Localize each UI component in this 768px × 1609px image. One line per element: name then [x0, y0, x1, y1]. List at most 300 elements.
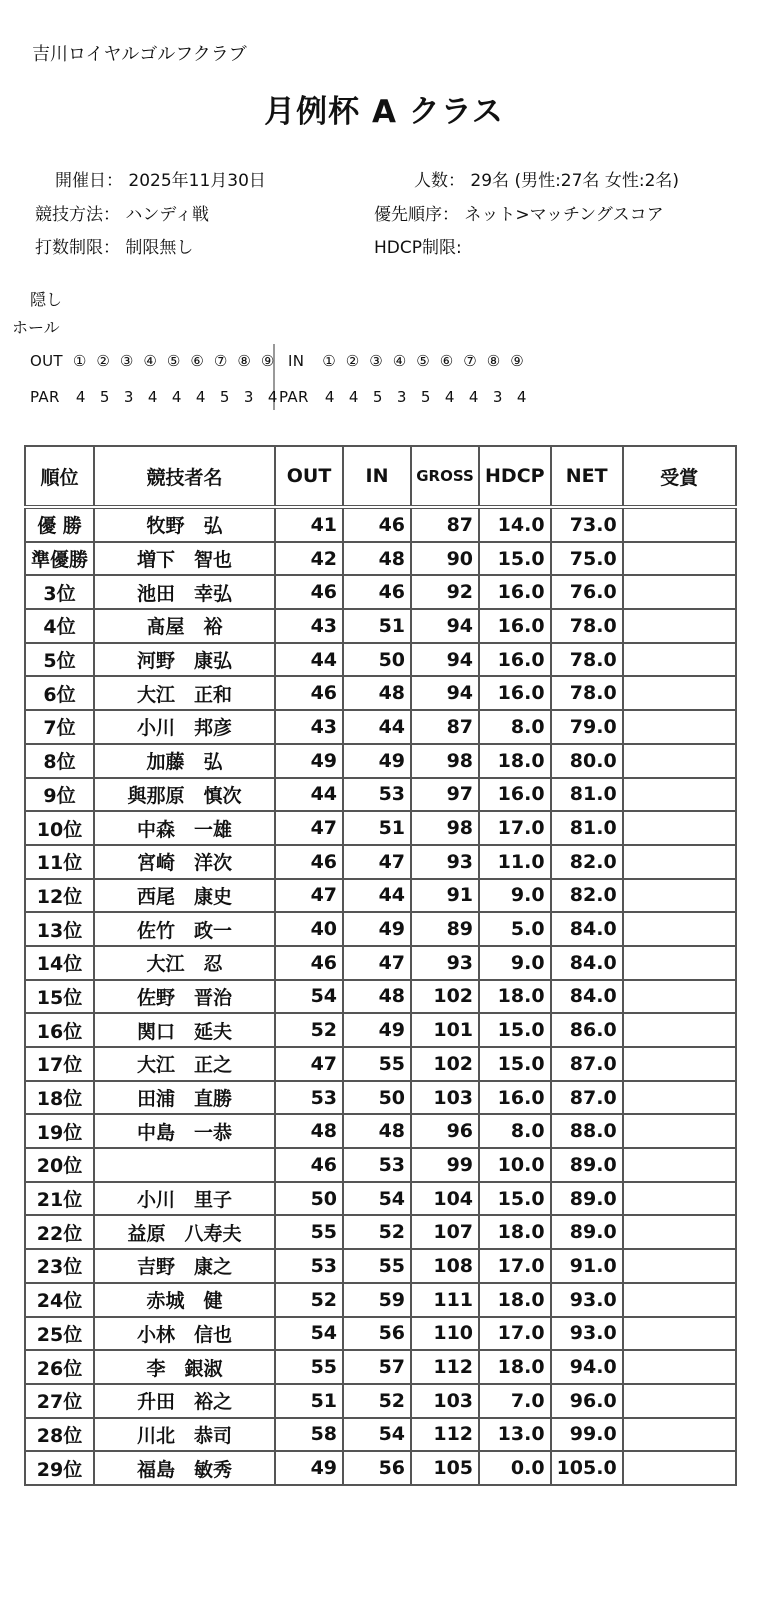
out-holes	[30, 343, 275, 379]
name-cell: 與那原 慎次	[94, 778, 275, 812]
net-cell: 87.0	[551, 1047, 623, 1081]
table-row	[25, 744, 736, 778]
rank-cell: 22位	[25, 1215, 94, 1249]
rank-cell: 16位	[25, 1013, 94, 1047]
limit-label: 打数制限：	[35, 238, 120, 258]
gross-cell: 107	[411, 1215, 479, 1249]
out-par-list	[69, 388, 285, 406]
hdcp-cell: 15.0	[479, 1013, 551, 1047]
gross-cell: 93	[411, 946, 479, 980]
info-priority	[374, 200, 664, 225]
award-cell	[623, 1047, 736, 1081]
rank-cell: 27位	[25, 1384, 94, 1418]
in-cell: 46	[343, 507, 411, 542]
hole-item: ③	[369, 352, 383, 370]
hole-item: ①	[322, 352, 336, 370]
rank-cell: 24位	[25, 1283, 94, 1317]
award-cell	[623, 609, 736, 643]
in-cell: 49	[343, 912, 411, 946]
out-par	[30, 379, 278, 415]
award-cell	[623, 676, 736, 710]
hdcp-cell: 15.0	[479, 542, 551, 576]
hdcp-cell: 15.0	[479, 1182, 551, 1216]
par-label-out: PAR	[30, 388, 60, 406]
hole-item: ⑨	[260, 352, 275, 370]
gross-cell: 93	[411, 845, 479, 879]
table-row	[25, 946, 736, 980]
table-row	[25, 1283, 736, 1317]
results-body	[25, 507, 736, 1485]
net-cell: 78.0	[551, 609, 623, 643]
rank-cell: 6位	[25, 676, 94, 710]
name-cell	[94, 1148, 275, 1182]
hdcp-cell: 0.0	[479, 1451, 551, 1485]
name-cell: 池田 幸弘	[94, 575, 275, 609]
out-cell: 46	[275, 575, 343, 609]
rank-cell: 4位	[25, 609, 94, 643]
hdcp-cell: 16.0	[479, 575, 551, 609]
in-cell: 55	[343, 1047, 411, 1081]
hole-item: ⑥	[439, 352, 454, 370]
table-row	[25, 1013, 736, 1047]
header-out: OUT	[275, 446, 343, 507]
in-hole-list	[317, 352, 529, 370]
hdcp-cell: 14.0	[479, 507, 551, 542]
header-name: 競技者名	[94, 446, 275, 507]
net-cell: 75.0	[551, 542, 623, 576]
hole-item: ⑧	[486, 352, 501, 370]
hole-item: 4	[267, 388, 278, 406]
in-cell: 56	[343, 1451, 411, 1485]
table-row	[25, 575, 736, 609]
in-par	[279, 379, 534, 415]
hdcp-cell: 16.0	[479, 643, 551, 677]
hdcp-cell: 9.0	[479, 946, 551, 980]
rank-cell: 7位	[25, 710, 94, 744]
name-cell: 小川 里子	[94, 1182, 275, 1216]
in-cell: 56	[343, 1317, 411, 1351]
in-cell: 47	[343, 845, 411, 879]
gross-cell: 102	[411, 980, 479, 1014]
hdcp-cell: 16.0	[479, 609, 551, 643]
hole-item: 4	[195, 388, 206, 406]
gross-cell: 87	[411, 507, 479, 542]
table-row	[25, 1451, 736, 1485]
in-cell: 48	[343, 980, 411, 1014]
award-cell	[623, 710, 736, 744]
award-cell	[623, 643, 736, 677]
out-cell: 50	[275, 1182, 343, 1216]
name-cell: 中森 一雄	[94, 811, 275, 845]
out-cell: 46	[275, 845, 343, 879]
gross-cell: 91	[411, 879, 479, 913]
rank-cell: 29位	[25, 1451, 94, 1485]
out-cell: 44	[275, 778, 343, 812]
hidden-holes-label-2: ホール	[12, 318, 60, 337]
table-row	[25, 1384, 736, 1418]
name-cell: 増下 智也	[94, 542, 275, 576]
gross-cell: 98	[411, 811, 479, 845]
method-value: ハンディ戦	[125, 205, 210, 225]
out-cell: 55	[275, 1350, 343, 1384]
award-cell	[623, 507, 736, 542]
gross-cell: 97	[411, 778, 479, 812]
hole-item: 4	[516, 388, 527, 406]
hdcp-cell: 10.0	[479, 1148, 551, 1182]
net-cell: 79.0	[551, 710, 623, 744]
award-cell	[623, 1317, 736, 1351]
out-cell: 48	[275, 1114, 343, 1148]
rank-cell: 15位	[25, 980, 94, 1014]
out-cell: 42	[275, 542, 343, 576]
gross-cell: 94	[411, 609, 479, 643]
name-cell: 田浦 直勝	[94, 1081, 275, 1115]
gross-cell: 101	[411, 1013, 479, 1047]
table-row	[25, 1317, 736, 1351]
net-cell: 105.0	[551, 1451, 623, 1485]
rank-cell: 準優勝	[25, 542, 94, 576]
info-limit	[35, 233, 193, 258]
name-cell: 福島 敏秀	[94, 1451, 275, 1485]
out-cell: 55	[275, 1215, 343, 1249]
rank-cell: 8位	[25, 744, 94, 778]
award-cell	[623, 1249, 736, 1283]
name-cell: 河野 康弘	[94, 643, 275, 677]
gross-cell: 111	[411, 1283, 479, 1317]
hole-item: 3	[243, 388, 254, 406]
hdcp-cell: 15.0	[479, 1047, 551, 1081]
hdcp-cell: 18.0	[479, 744, 551, 778]
header-rank: 順位	[25, 446, 94, 507]
gross-cell: 103	[411, 1081, 479, 1115]
gross-cell: 96	[411, 1114, 479, 1148]
hole-item: 4	[444, 388, 455, 406]
in-cell: 44	[343, 710, 411, 744]
in-cell: 50	[343, 1081, 411, 1115]
hole-item: ②	[345, 352, 360, 370]
info-date	[55, 166, 266, 191]
net-cell: 84.0	[551, 980, 623, 1014]
rank-cell: 19位	[25, 1114, 94, 1148]
hole-item: 4	[75, 388, 86, 406]
in-cell: 54	[343, 1182, 411, 1216]
count-label: 人数：	[414, 171, 465, 191]
in-cell: 59	[343, 1283, 411, 1317]
hdcp-cell: 18.0	[479, 1350, 551, 1384]
out-cell: 46	[275, 1148, 343, 1182]
out-cell: 40	[275, 912, 343, 946]
table-row	[25, 912, 736, 946]
out-cell: 44	[275, 643, 343, 677]
in-cell: 46	[343, 575, 411, 609]
hole-item: 4	[348, 388, 359, 406]
award-cell	[623, 542, 736, 576]
hole-item: ⑤	[166, 352, 181, 370]
out-cell: 46	[275, 946, 343, 980]
name-cell: 川北 恭司	[94, 1418, 275, 1452]
rank-cell: 25位	[25, 1317, 94, 1351]
name-cell: 牧野 弘	[94, 507, 275, 542]
hole-item: 5	[420, 388, 431, 406]
out-label: OUT	[30, 352, 63, 370]
hdcp-cell: 7.0	[479, 1384, 551, 1418]
name-cell: 李 銀淑	[94, 1350, 275, 1384]
rank-cell: 12位	[25, 879, 94, 913]
in-cell: 49	[343, 744, 411, 778]
hdcp-cell: 18.0	[479, 980, 551, 1014]
hole-item: ⑤	[416, 352, 430, 370]
info-method	[35, 200, 209, 225]
out-cell: 47	[275, 879, 343, 913]
award-cell	[623, 778, 736, 812]
count-value: 29名 (男性:27名 女性:2名)	[470, 171, 680, 191]
net-cell: 88.0	[551, 1114, 623, 1148]
hdcp-cell: 5.0	[479, 912, 551, 946]
award-cell	[623, 946, 736, 980]
rank-cell: 10位	[25, 811, 94, 845]
limit-value: 制限無し	[125, 238, 194, 258]
hole-item: 5	[372, 388, 383, 406]
award-cell	[623, 1182, 736, 1216]
out-cell: 54	[275, 980, 343, 1014]
award-cell	[623, 1215, 736, 1249]
gross-cell: 105	[411, 1451, 479, 1485]
table-row	[25, 1081, 736, 1115]
net-cell: 94.0	[551, 1350, 623, 1384]
name-cell: 大江 正之	[94, 1047, 275, 1081]
hdcp-cell: 18.0	[479, 1283, 551, 1317]
rank-cell: 3位	[25, 575, 94, 609]
award-cell	[623, 1114, 736, 1148]
award-cell	[623, 912, 736, 946]
award-cell	[623, 1081, 736, 1115]
hole-item: ②	[96, 352, 111, 370]
net-cell: 91.0	[551, 1249, 623, 1283]
table-row	[25, 609, 736, 643]
table-header-row	[25, 446, 736, 507]
award-cell	[623, 879, 736, 913]
header-gross: GROSS	[411, 446, 479, 507]
out-cell: 49	[275, 744, 343, 778]
net-cell: 93.0	[551, 1283, 623, 1317]
priority-value: ネット>マッチングスコア	[464, 205, 664, 225]
name-cell: 小林 信也	[94, 1317, 275, 1351]
gross-cell: 90	[411, 542, 479, 576]
hdcp-cell: 8.0	[479, 1114, 551, 1148]
hole-item: 5	[99, 388, 110, 406]
hdcp-cell: 16.0	[479, 1081, 551, 1115]
in-cell: 44	[343, 879, 411, 913]
name-cell: 中島 一恭	[94, 1114, 275, 1148]
info-hdcp-limit	[374, 233, 462, 258]
gross-cell: 94	[411, 676, 479, 710]
gross-cell: 112	[411, 1418, 479, 1452]
out-cell: 43	[275, 609, 343, 643]
out-cell: 54	[275, 1317, 343, 1351]
page-title: 月例杯 A クラス	[264, 94, 504, 130]
hole-item: ⑧	[237, 352, 252, 370]
name-cell: 赤城 健	[94, 1283, 275, 1317]
gross-cell: 104	[411, 1182, 479, 1216]
in-cell: 51	[343, 609, 411, 643]
hole-item: ③	[119, 352, 134, 370]
rank-cell: 20位	[25, 1148, 94, 1182]
hole-item: ④	[392, 352, 407, 370]
table-row	[25, 1114, 736, 1148]
date-label: 開催日：	[55, 171, 123, 191]
hole-item: ①	[72, 352, 87, 370]
gross-cell: 89	[411, 912, 479, 946]
hole-item: ④	[143, 352, 158, 370]
results-table	[24, 445, 737, 1486]
gross-cell: 98	[411, 744, 479, 778]
hdcp-cell: 17.0	[479, 1317, 551, 1351]
table-row	[25, 710, 736, 744]
hdcp-cell: 17.0	[479, 1249, 551, 1283]
table-row	[25, 811, 736, 845]
out-cell: 47	[275, 1047, 343, 1081]
info-count	[414, 166, 679, 191]
in-cell: 57	[343, 1350, 411, 1384]
header-hdcp: HDCP	[479, 446, 551, 507]
gross-cell: 92	[411, 575, 479, 609]
award-cell	[623, 1283, 736, 1317]
net-cell: 86.0	[551, 1013, 623, 1047]
net-cell: 73.0	[551, 507, 623, 542]
rank-cell: 21位	[25, 1182, 94, 1216]
out-hole-list	[68, 352, 280, 370]
header-net: NET	[551, 446, 623, 507]
gross-cell: 99	[411, 1148, 479, 1182]
net-cell: 96.0	[551, 1384, 623, 1418]
rank-cell: 14位	[25, 946, 94, 980]
in-cell: 49	[343, 1013, 411, 1047]
rank-cell: 11位	[25, 845, 94, 879]
date-value: 2025年11月30日	[128, 171, 266, 191]
rank-cell: 17位	[25, 1047, 94, 1081]
priority-label: 優先順序：	[374, 205, 459, 225]
award-cell	[623, 845, 736, 879]
net-cell: 81.0	[551, 811, 623, 845]
award-cell	[623, 575, 736, 609]
out-cell: 58	[275, 1418, 343, 1452]
table-row	[25, 1215, 736, 1249]
out-cell: 51	[275, 1384, 343, 1418]
gross-cell: 94	[411, 643, 479, 677]
net-cell: 89.0	[551, 1215, 623, 1249]
out-cell: 41	[275, 507, 343, 542]
par-label-in: PAR	[279, 388, 309, 406]
gross-cell: 103	[411, 1384, 479, 1418]
table-row	[25, 879, 736, 913]
in-cell: 52	[343, 1215, 411, 1249]
award-cell	[623, 1418, 736, 1452]
out-cell: 53	[275, 1249, 343, 1283]
header-in: IN	[343, 446, 411, 507]
name-cell: 大江 正和	[94, 676, 275, 710]
table-row	[25, 845, 736, 879]
table-row	[25, 1182, 736, 1216]
table-row	[25, 1047, 736, 1081]
hdcp-cell: 16.0	[479, 778, 551, 812]
table-row	[25, 980, 736, 1014]
award-cell	[623, 811, 736, 845]
hole-item: 4	[171, 388, 182, 406]
in-cell: 50	[343, 643, 411, 677]
net-cell: 87.0	[551, 1081, 623, 1115]
award-cell	[623, 1350, 736, 1384]
hdcp-cell: 18.0	[479, 1215, 551, 1249]
table-row	[25, 1418, 736, 1452]
net-cell: 80.0	[551, 744, 623, 778]
gross-cell: 102	[411, 1047, 479, 1081]
net-cell: 78.0	[551, 676, 623, 710]
name-cell: 関口 延夫	[94, 1013, 275, 1047]
rank-cell: 優 勝	[25, 507, 94, 542]
hdcp-cell: 11.0	[479, 845, 551, 879]
in-par-list	[318, 388, 534, 406]
net-cell: 78.0	[551, 643, 623, 677]
name-cell: 大江 忍	[94, 946, 275, 980]
rank-cell: 9位	[25, 778, 94, 812]
award-cell	[623, 1148, 736, 1182]
in-cell: 55	[343, 1249, 411, 1283]
hole-item: ⑨	[510, 352, 524, 370]
par-row	[30, 379, 534, 415]
award-cell	[623, 744, 736, 778]
out-cell: 46	[275, 676, 343, 710]
out-cell: 43	[275, 710, 343, 744]
gross-cell: 87	[411, 710, 479, 744]
in-label: IN	[288, 352, 305, 370]
name-cell: 宮崎 洋次	[94, 845, 275, 879]
gross-cell: 112	[411, 1350, 479, 1384]
rank-cell: 28位	[25, 1418, 94, 1452]
in-cell: 51	[343, 811, 411, 845]
in-cell: 52	[343, 1384, 411, 1418]
hdcp-cell: 13.0	[479, 1418, 551, 1452]
in-cell: 47	[343, 946, 411, 980]
hole-item: 5	[219, 388, 230, 406]
net-cell: 93.0	[551, 1317, 623, 1351]
hole-item: ⑥	[190, 352, 205, 370]
hole-item: 4	[324, 388, 335, 406]
hole-item: 4	[468, 388, 479, 406]
out-cell: 47	[275, 811, 343, 845]
in-cell: 48	[343, 542, 411, 576]
gross-cell: 110	[411, 1317, 479, 1351]
table-row	[25, 676, 736, 710]
hole-item: 3	[123, 388, 134, 406]
hidden-holes-label-1: 隠し	[30, 290, 63, 309]
in-cell: 53	[343, 1148, 411, 1182]
in-cell: 48	[343, 1114, 411, 1148]
table-row	[25, 1350, 736, 1384]
in-cell: 53	[343, 778, 411, 812]
net-cell: 89.0	[551, 1182, 623, 1216]
table-row	[25, 643, 736, 677]
in-cell: 54	[343, 1418, 411, 1452]
hole-item: 3	[492, 388, 503, 406]
net-cell: 99.0	[551, 1418, 623, 1452]
name-cell: 升田 裕之	[94, 1384, 275, 1418]
net-cell: 81.0	[551, 778, 623, 812]
header-award: 受賞	[623, 446, 736, 507]
hole-item: 3	[396, 388, 407, 406]
name-cell: 小川 邦彦	[94, 710, 275, 744]
name-cell: 佐野 晋治	[94, 980, 275, 1014]
net-cell: 84.0	[551, 946, 623, 980]
